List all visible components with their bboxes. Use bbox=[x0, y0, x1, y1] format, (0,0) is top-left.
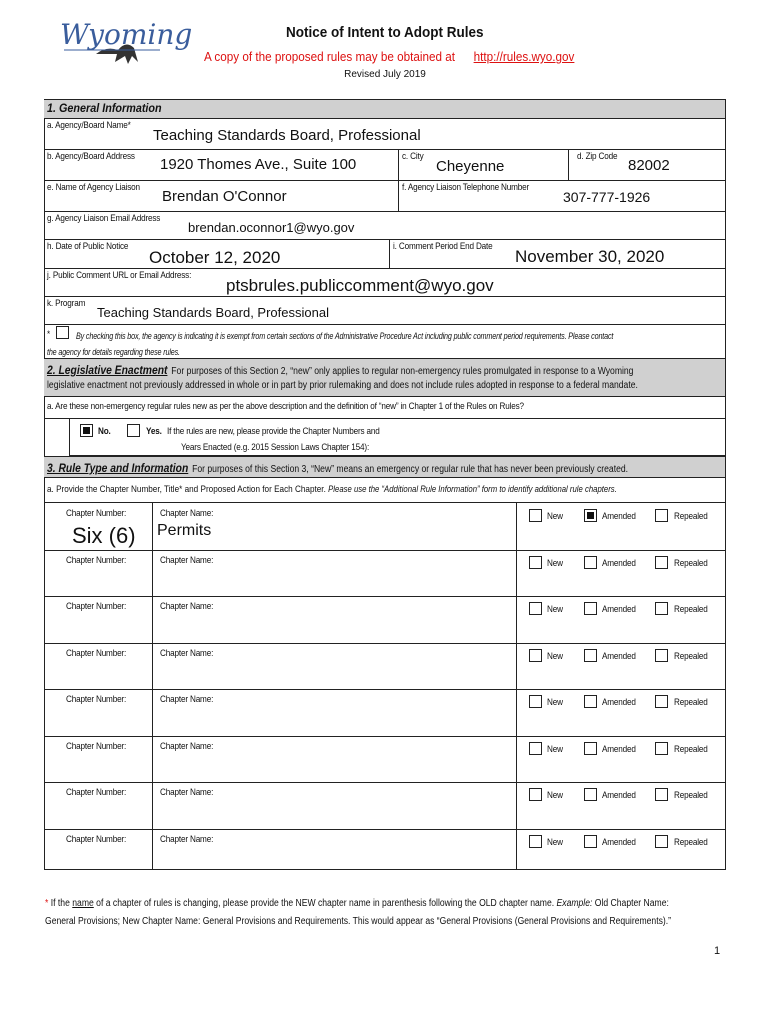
amended-label: Amended bbox=[602, 558, 636, 569]
repealed-label: Repealed bbox=[674, 837, 708, 848]
section3-header bbox=[44, 456, 725, 478]
footnote-text-1: of a chapter of rules is changing, please provide the NEW chapter name in parenthesis following the OLD chapter name. bbox=[93, 898, 555, 909]
new-checkbox[interactable] bbox=[529, 509, 542, 522]
chapter-name-field[interactable]: Permits bbox=[157, 522, 212, 539]
page-title: Notice of Intent to Adopt Rules bbox=[286, 24, 484, 41]
amended-label: Amended bbox=[602, 744, 636, 755]
chapter-number-label: Chapter Number: bbox=[66, 555, 127, 566]
section3-heading: 3. Rule Type and Information bbox=[47, 461, 189, 475]
program-label: k. Program bbox=[47, 298, 86, 309]
notice-date-field[interactable]: October 12, 2020 bbox=[149, 248, 281, 267]
new-label: New bbox=[547, 651, 563, 662]
email-field[interactable]: brendan.oconnor1@wyo.gov bbox=[188, 220, 355, 235]
new-label: New bbox=[547, 744, 563, 755]
footnote-text-2: Old Chapter Name: bbox=[592, 898, 669, 909]
revised-date: Revised July 2019 bbox=[344, 69, 426, 80]
no-checkbox[interactable] bbox=[80, 424, 93, 437]
yes-text-1: If the rules are new, please provide the Chapter Numbers and bbox=[167, 426, 380, 437]
comment-end-field[interactable]: November 30, 2020 bbox=[515, 247, 665, 266]
section1-heading: 1. General Information bbox=[47, 101, 162, 115]
chapter-number-label: Chapter Number: bbox=[66, 741, 127, 752]
amended-checkbox[interactable] bbox=[584, 695, 597, 708]
chapter-name-label: Chapter Name: bbox=[160, 694, 214, 705]
no-label: No. bbox=[98, 426, 111, 437]
section1-header bbox=[44, 99, 725, 119]
email-label: g. Agency Liaison Email Address bbox=[47, 213, 161, 224]
repealed-checkbox[interactable] bbox=[655, 788, 668, 801]
yes-label: Yes. bbox=[146, 426, 162, 437]
chapter-number-label: Chapter Number: bbox=[66, 834, 127, 845]
exempt-text-1: By checking this box, the agency is indicating it is exempt from certain sections of the Administrative Procedure Act including public comment period requirements. Please contact bbox=[76, 331, 614, 341]
amended-label: Amended bbox=[602, 837, 636, 848]
amended-checkbox[interactable] bbox=[584, 556, 597, 569]
amended-label: Amended bbox=[602, 651, 636, 662]
chapter-number-label: Chapter Number: bbox=[66, 648, 127, 659]
new-checkbox[interactable] bbox=[529, 788, 542, 801]
liaison-label: e. Name of Agency Liaison bbox=[47, 182, 140, 193]
repealed-checkbox[interactable] bbox=[655, 835, 668, 848]
zip-field[interactable]: 82002 bbox=[628, 157, 670, 174]
city-field[interactable]: Cheyenne bbox=[436, 158, 505, 175]
amended-checkbox[interactable] bbox=[584, 509, 597, 522]
new-checkbox[interactable] bbox=[529, 649, 542, 662]
amended-checkbox[interactable] bbox=[584, 649, 597, 662]
section3-intro: For purposes of this Section 3, “New” means an emergency or regular rule that has never been previously created. bbox=[192, 464, 629, 475]
amended-label: Amended bbox=[602, 790, 636, 801]
repealed-label: Repealed bbox=[674, 744, 708, 755]
section3-instruction: a. Provide the Chapter Number, Title* and Proposed Action for Each Chapter. bbox=[47, 484, 326, 495]
comment-end-label: i. Comment Period End Date bbox=[393, 241, 493, 252]
phone-label: f. Agency Liaison Telephone Number bbox=[402, 182, 530, 193]
section2-header bbox=[44, 358, 725, 397]
phone-field[interactable]: 307-777-1926 bbox=[563, 189, 651, 205]
city-label: c. City bbox=[402, 151, 424, 162]
section2-intro-1: For purposes of this Section 2, “new” only applies to regular non-emergency rules promulgated in response to a Wyoming bbox=[171, 366, 634, 377]
repealed-checkbox[interactable] bbox=[655, 602, 668, 615]
zip-label: d. Zip Code bbox=[577, 151, 618, 162]
chapter-name-label: Chapter Name: bbox=[160, 555, 214, 566]
chapter-name-label: Chapter Name: bbox=[160, 648, 214, 659]
repealed-checkbox[interactable] bbox=[655, 649, 668, 662]
liaison-field[interactable]: Brendan O'Connor bbox=[162, 188, 287, 205]
footnote-star: * bbox=[45, 898, 49, 909]
agency-label: a. Agency/Board Name* bbox=[47, 120, 131, 131]
new-checkbox[interactable] bbox=[529, 602, 542, 615]
yes-checkbox[interactable] bbox=[127, 424, 140, 437]
comment-url-label: j. Public Comment URL or Email Address: bbox=[47, 270, 192, 281]
new-label: New bbox=[547, 697, 563, 708]
repealed-label: Repealed bbox=[674, 558, 708, 569]
new-label: New bbox=[547, 558, 563, 569]
exempt-checkbox[interactable] bbox=[56, 326, 69, 339]
repealed-checkbox[interactable] bbox=[655, 742, 668, 755]
chapter-number-label: Chapter Number: bbox=[66, 787, 127, 798]
footnote-text-3: General Provisions; New Chapter Name: General Provisions and Requirements. This would appear as “General Provisions (General Provisions and Requirements).” bbox=[45, 916, 672, 927]
chapter-number-field[interactable]: Six (6) bbox=[72, 523, 136, 548]
section2-question: a. Are these non-emergency regular rules new as per the above description and the definition of “new” in Chapter 1 of the Rules on Rules? bbox=[47, 401, 524, 412]
logo-text: Wyoming bbox=[60, 18, 193, 51]
repealed-label: Repealed bbox=[674, 697, 708, 708]
new-checkbox[interactable] bbox=[529, 835, 542, 848]
page-number: 1 bbox=[714, 945, 721, 957]
new-label: New bbox=[547, 790, 563, 801]
section2-intro-2: legislative enactment not previously addressed in whole or in part by prior rulemaking and does not include rules adopted in response to a federal mandate. bbox=[47, 380, 638, 391]
amended-checkbox[interactable] bbox=[584, 742, 597, 755]
amended-checkbox[interactable] bbox=[584, 788, 597, 801]
footnote-example-label: Example: bbox=[556, 898, 593, 909]
subtitle-text: A copy of the proposed rules may be obtained at bbox=[203, 49, 455, 64]
footnote-name-word: name bbox=[72, 898, 94, 909]
exempt-text-2: the agency for details regarding these rules. bbox=[47, 347, 180, 357]
new-checkbox[interactable] bbox=[529, 556, 542, 569]
chapter-name-label: Chapter Name: bbox=[160, 601, 214, 612]
new-label: New bbox=[547, 604, 563, 615]
new-label: New bbox=[547, 837, 563, 848]
amended-label: Amended bbox=[602, 604, 636, 615]
comment-url-field[interactable]: ptsbrules.publiccomment@wyo.gov bbox=[226, 276, 494, 295]
new-checkbox[interactable] bbox=[529, 695, 542, 708]
address-field[interactable]: 1920 Thomes Ave., Suite 100 bbox=[160, 156, 357, 173]
chapter-name-label: Chapter Name: bbox=[160, 741, 214, 752]
amended-label: Amended bbox=[602, 697, 636, 708]
chapter-number-label: Chapter Number: bbox=[66, 601, 127, 612]
chapter-number-label: Chapter Number: bbox=[66, 694, 127, 705]
new-label: New bbox=[547, 511, 563, 522]
chapter-name-label: Chapter Name: bbox=[160, 508, 214, 519]
new-checkbox[interactable] bbox=[529, 742, 542, 755]
section2-heading: 2. Legislative Enactment bbox=[47, 363, 168, 377]
repealed-checkbox[interactable] bbox=[655, 695, 668, 708]
repealed-label: Repealed bbox=[674, 651, 708, 662]
section3-instruction-note: Please use the “Additional Rule Information” form to identify additional rule chapters. bbox=[328, 484, 617, 494]
notice-date-label: h. Date of Public Notice bbox=[47, 241, 129, 252]
repealed-label: Repealed bbox=[674, 604, 708, 615]
amended-checkbox[interactable] bbox=[584, 835, 597, 848]
chapter-number-label: Chapter Number: bbox=[66, 508, 127, 519]
agency-field[interactable]: Teaching Standards Board, Professional bbox=[153, 127, 421, 144]
chapter-name-label: Chapter Name: bbox=[160, 787, 214, 798]
amended-label: Amended bbox=[602, 511, 636, 522]
repealed-checkbox[interactable] bbox=[655, 556, 668, 569]
repealed-label: Repealed bbox=[674, 511, 708, 522]
footnote-text-pre: If the bbox=[48, 898, 73, 909]
repealed-label: Repealed bbox=[674, 790, 708, 801]
program-field[interactable]: Teaching Standards Board, Professional bbox=[97, 305, 329, 320]
chapter-name-label: Chapter Name: bbox=[160, 834, 214, 845]
address-label: b. Agency/Board Address bbox=[47, 151, 135, 162]
repealed-checkbox[interactable] bbox=[655, 509, 668, 522]
rules-link[interactable]: http://rules.wyo.gov bbox=[474, 49, 575, 64]
exempt-star: * bbox=[47, 329, 51, 340]
amended-checkbox[interactable] bbox=[584, 602, 597, 615]
yes-text-2: Years Enacted (e.g. 2015 Session Laws Chapter 154): bbox=[181, 442, 370, 453]
